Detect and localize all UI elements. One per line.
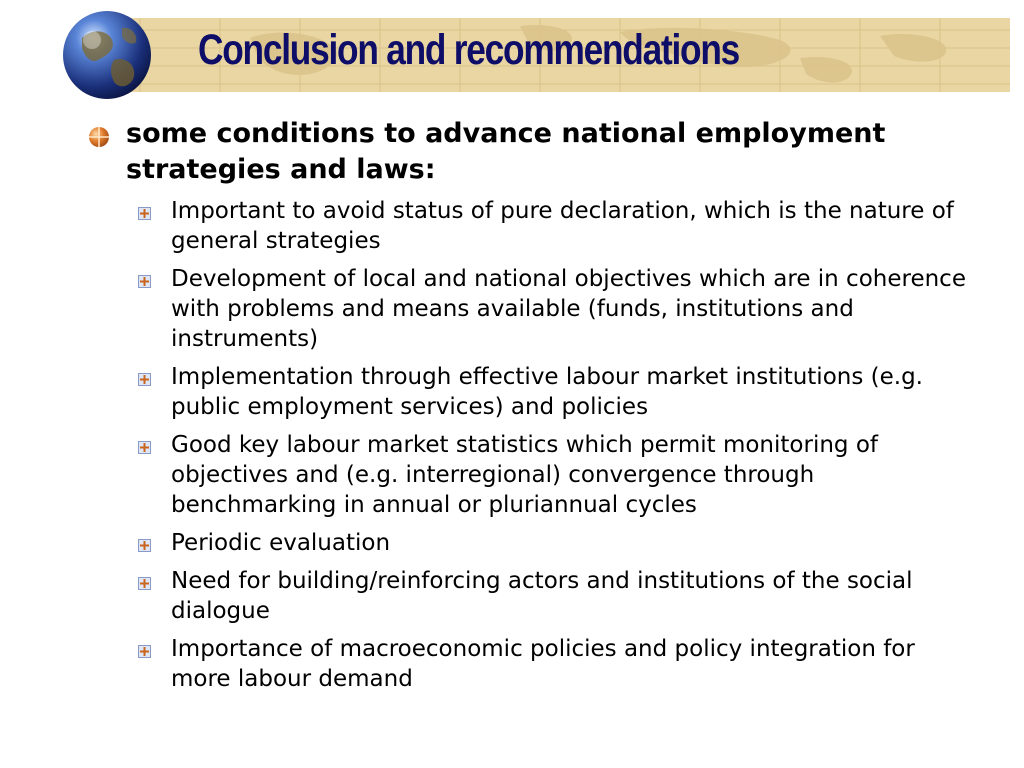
square-bullet-icon bbox=[138, 207, 151, 220]
sub-bullet-list bbox=[138, 196, 968, 702]
square-bullet-icon bbox=[138, 539, 151, 552]
sub-bullet-text: Importance of macroeconomic policies and policy integration for more labour demand bbox=[171, 636, 915, 692]
square-bullet-icon bbox=[138, 441, 151, 454]
list-item bbox=[138, 634, 968, 694]
square-bullet-icon bbox=[138, 275, 151, 288]
list-item bbox=[138, 362, 968, 422]
main-bullet-text: some conditions to advance national employment strategies and laws: bbox=[126, 118, 886, 185]
square-bullet-icon bbox=[138, 645, 151, 658]
list-item bbox=[138, 430, 968, 520]
list-item bbox=[138, 264, 968, 354]
square-bullet-icon bbox=[138, 373, 151, 386]
sub-bullet-text: Important to avoid status of pure declaration, which is the nature of general strategies bbox=[171, 198, 954, 254]
list-item bbox=[138, 528, 968, 558]
sub-bullet-text: Need for building/reinforcing actors and institutions of the social dialogue bbox=[171, 568, 913, 624]
square-bullet-icon bbox=[138, 577, 151, 590]
slide-title: Conclusion and recommendations bbox=[198, 26, 740, 74]
sub-bullet-text: Good key labour market statistics which permit monitoring of objectives and (e.g. interregional) convergence through benchmarking in annual or pluriannual cycles bbox=[171, 432, 878, 518]
sub-bullet-text: Periodic evaluation bbox=[171, 530, 391, 556]
list-item bbox=[138, 566, 968, 626]
sub-bullet-text: Implementation through effective labour market institutions (e.g. public employment services) and policies bbox=[171, 364, 923, 420]
globe-icon bbox=[62, 10, 152, 100]
list-item bbox=[138, 196, 968, 256]
sub-bullet-text: Development of local and national objectives which are in coherence with problems and means available (funds, institutions and instruments) bbox=[171, 266, 966, 352]
orange-globe-bullet-icon bbox=[88, 126, 110, 148]
